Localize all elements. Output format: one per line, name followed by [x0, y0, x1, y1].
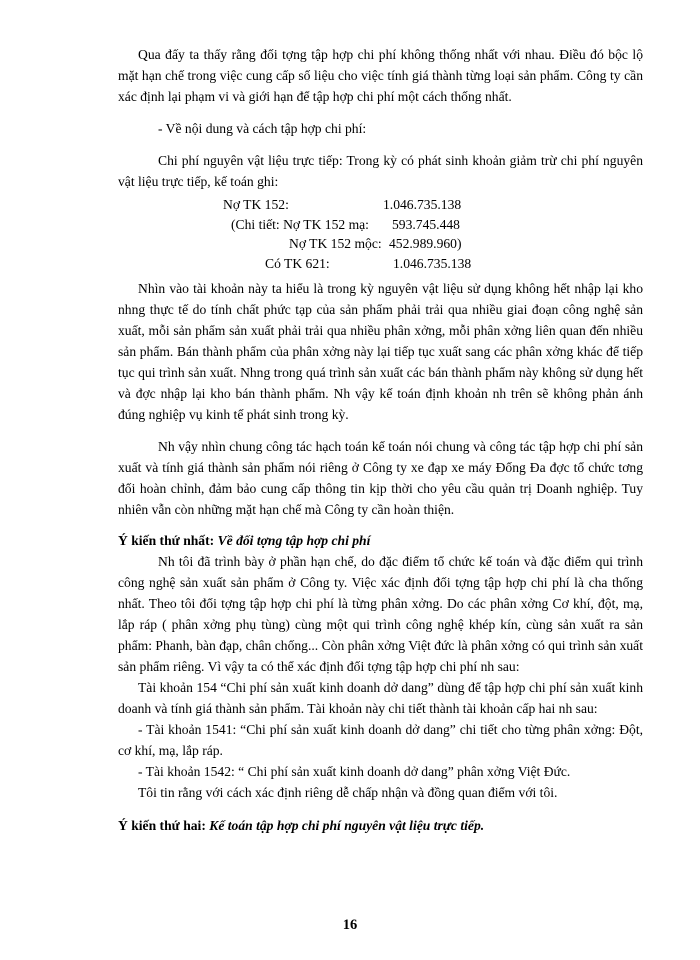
heading-label: Ý kiến thứ hai:	[118, 818, 206, 833]
ledger-label: Có TK 621:	[265, 255, 330, 271]
heading-first-opinion	[118, 530, 643, 551]
document-body	[118, 44, 643, 836]
paragraph-account-154: Tài khoản 154 “Chi phí sản xuất kinh doanh dở dang” dùng để tập hợp chi phí sản xuất kinh doanh và tính giá thành sản phẩm. Tài khoản này chi tiết thành tài khoản cấp hai nh sau:	[118, 680, 643, 716]
paragraph-account-1542: - Tài khoản 1542: “ Chi phí sản xuất kinh doanh dở dang” phân xởng Việt Đức.	[138, 764, 571, 779]
paragraph-intro: Qua đấy ta thấy rằng đối tợng tập hợp chi phí không thống nhất với nhau. Điều đó bộc lộ mặt hạn chế trong việc cung cấp số liệu cho việc tính giá thành từng loại sản phẩm. Công ty cần xác định lại phạm vi và giới hạn để tập hợp chi phí một cách thống nhất.	[118, 47, 643, 104]
ledger-value: 1.046.735.138	[393, 255, 472, 271]
ledger-value: 452.989.960)	[389, 236, 462, 251]
heading-second-opinion	[118, 815, 643, 836]
paragraph-summary: Nh vậy nhìn chung công tác hạch toán kế toán nói chung và công tác tập hợp chi phí sản xuất và tính giá thành sản phẩm nói riêng ở Công ty xe đạp xe máy Đống Đa đợc tổ chức tơng đối hoàn chỉnh, đảm bảo cung cấp thông tin kịp thời cho yêu cầu quản trị Doanh nghiệp. Tuy nhiên vẫn còn những mặt hạn chế mà Công ty cần hoàn thiện.	[118, 439, 643, 517]
paragraph-conclusion: Tôi tin rằng với cách xác định riêng dễ chấp nhận và đồng quan điểm với tôi.	[138, 785, 558, 800]
paragraph-content-heading: - Về nội dung và cách tập hợp chi phí:	[158, 121, 367, 136]
page-number: 16	[342, 917, 358, 933]
ledger-row	[118, 215, 643, 235]
ledger-value: 593.745.448	[392, 216, 460, 232]
ledger-value: 1.046.735.138	[383, 197, 462, 212]
ledger-row	[118, 234, 643, 254]
paragraph-account-1541: - Tài khoản 1541: “Chi phí sản xuất kinh doanh dở dang” chi tiết cho từng phân xởng: Đột, cơ khí, mạ, lắp ráp.	[118, 722, 643, 758]
heading-label: Ý kiến thứ nhất:	[118, 533, 215, 548]
ledger-row	[118, 195, 643, 215]
ledger-label: Nợ TK 152:	[223, 197, 289, 212]
ledger-entry	[118, 195, 643, 273]
ledger-row	[118, 254, 643, 274]
paragraph-cost-object: Nh tôi đã trình bày ở phần hạn chế, do đặc điểm tổ chức kế toán và đặc điểm qui trình công nghệ sản xuất sản phẩm ở Công ty. Việc xác định đối tợng tập hợp chi phí là cha thống nhất. Theo tôi đối tợng tập hợp chi phí là từng phân xởng. Do các phân xởng Cơ khí, đột, mạ, lắp ráp ( phân xởng phụ tùng) cùng một qui trình công nghệ khép kín, cùng sản xuất ra sản phẩm: Phanh, bàn đạp, chân chống... Còn phân xởng Việt đức là phân xởng có qui trình sản xuất sản phẩm riêng. Vì vậy ta có thể xác định đối tợng tập hợp chi phí nh sau:	[118, 554, 643, 674]
heading-title: Về đối tợng tập hợp chi phí	[217, 533, 371, 548]
heading-title: Kế toán tập hợp chi phí nguyên vật liệu trực tiếp.	[209, 818, 485, 833]
paragraph-analysis: Nhìn vào tài khoản này ta hiểu là trong kỳ nguyên vật liệu sử dụng không hết nhập lại kho nhng thực tế do tính chất phức tạp của sản phẩm phải trải qua nhiều giai đoạn công nghệ sản xuất, mỗi sản phẩm sản xuất phải trải qua nhiều phân xởng, mỗi phân xởng liên quan đến nhiều sản phẩm. Bán thành phẩm của phân xởng này lại tiếp tục xuất sang các phân xởng khác để tiếp tục qui trình sản xuất. Nhng trong quá trình sản xuất các bán thành phẩm này không sử dụng hết và đợc nhập lại kho bán thành phẩm. Nh vậy kế toán định khoản nh trên sẽ không phản ánh đúng nghiệp vụ kinh tế phát sinh trong kỳ.	[118, 281, 643, 422]
paragraph-material-cost: Chi phí nguyên vật liệu trực tiếp: Trong kỳ có phát sinh khoản giảm trừ chi phí nguyên vật liệu trực tiếp, kế toán ghi:	[118, 153, 643, 189]
ledger-label: (Chi tiết: Nợ TK 152 mạ:	[231, 216, 369, 232]
ledger-label: Nợ TK 152 mộc:	[289, 236, 382, 251]
